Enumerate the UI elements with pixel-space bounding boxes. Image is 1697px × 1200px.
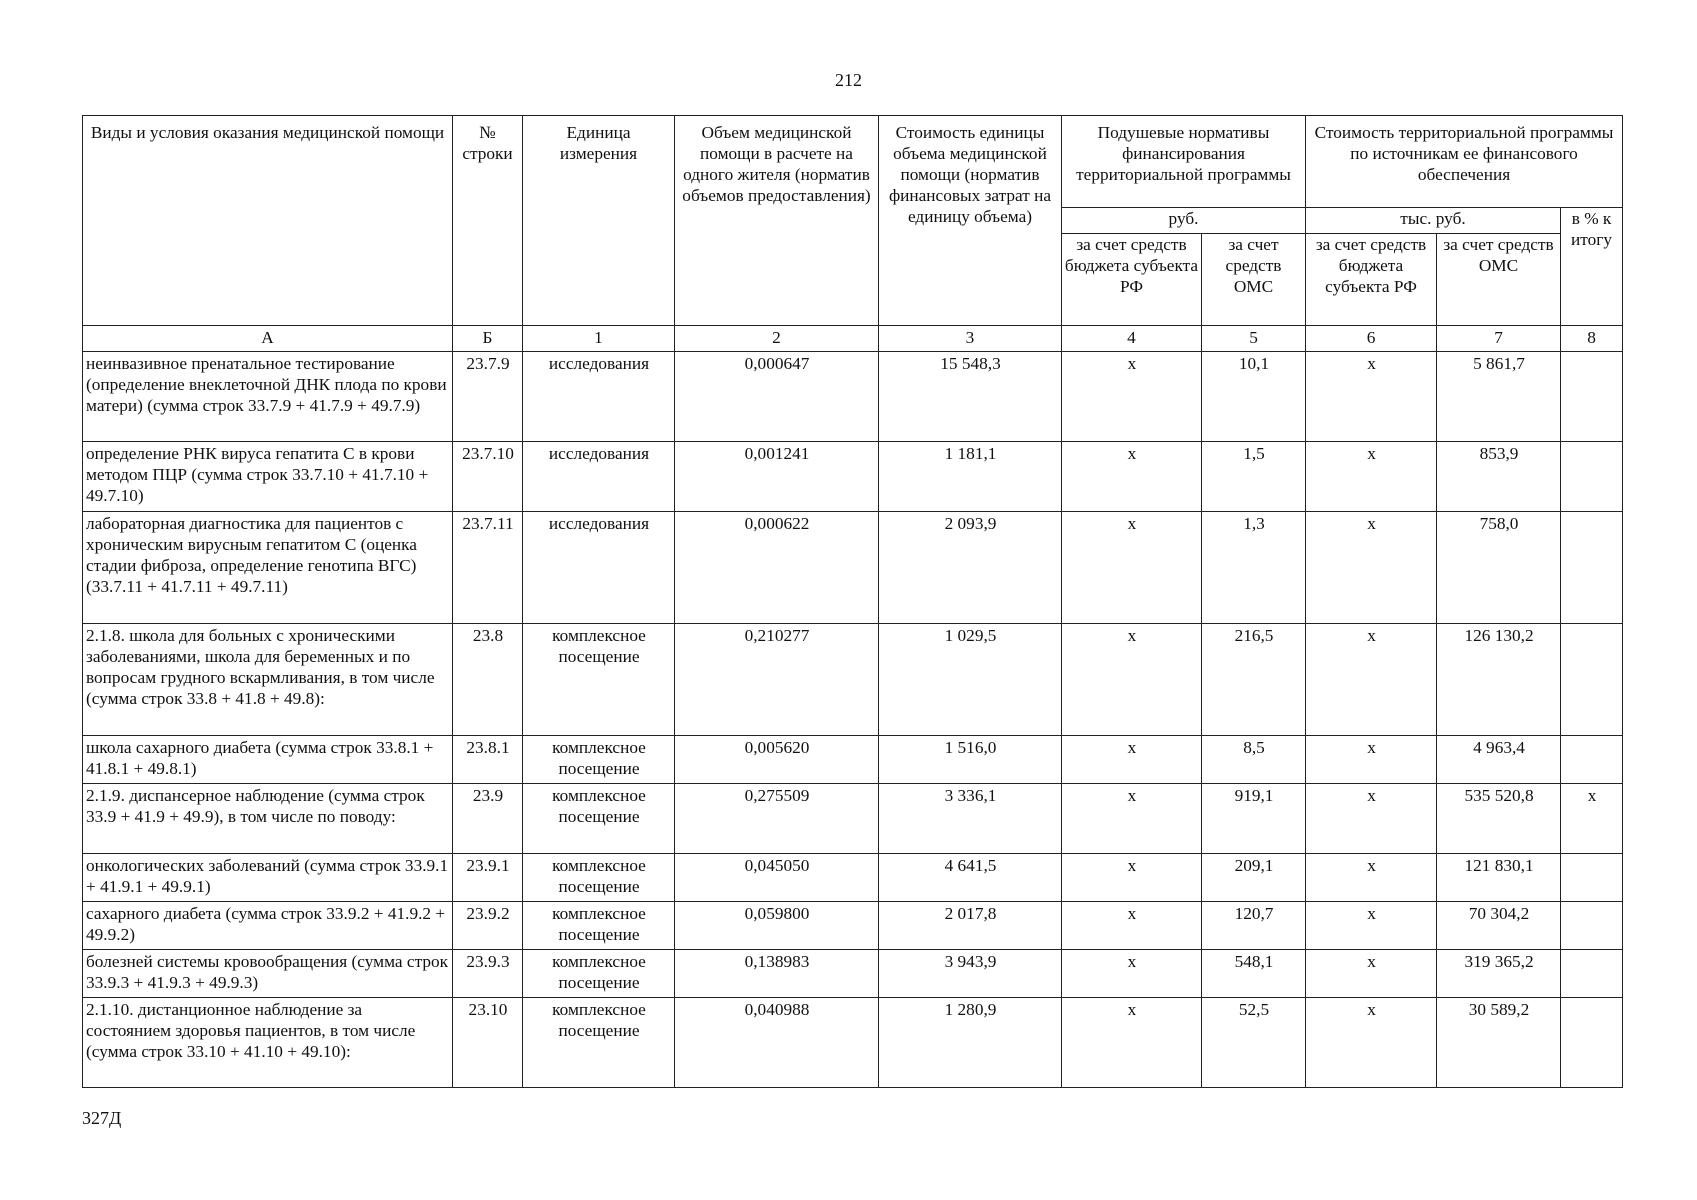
header-program-oms: за счет средств ОМС xyxy=(1437,234,1561,326)
row-percent xyxy=(1561,998,1623,1088)
row-unit: исследования xyxy=(523,442,675,512)
row-per-capita-budget: х xyxy=(1062,998,1202,1088)
row-unit: комплексное посещение xyxy=(523,736,675,784)
row-name: определение РНК вируса гепатита С в крови методом ПЦР (сумма строк 33.7.10 + 41.7.10 + 49.7.10) xyxy=(83,442,453,512)
row-name: сахарного диабета (сумма строк 33.9.2 + 41.9.2 + 49.9.2) xyxy=(83,902,453,950)
row-program-budget: х xyxy=(1306,512,1437,624)
row-program-budget: х xyxy=(1306,784,1437,854)
row-unit-cost: 1 181,1 xyxy=(879,442,1062,512)
row-percent xyxy=(1561,512,1623,624)
row-program-budget: х xyxy=(1306,624,1437,736)
row-unit-cost: 1 029,5 xyxy=(879,624,1062,736)
header-percent: в % к итогу xyxy=(1561,208,1623,326)
header-row-number: № строки xyxy=(453,116,523,326)
column-index-label: 2 xyxy=(675,326,879,352)
row-name: неинвазивное пренатальное тестирование (определение внеклеточной ДНК плода по крови матери) (сумма строк 33.7.9 + 41.7.9 + 49.7.9) xyxy=(83,352,453,442)
row-number: 23.9 xyxy=(453,784,523,854)
row-unit-cost: 2 093,9 xyxy=(879,512,1062,624)
table-row xyxy=(83,512,1623,624)
row-volume: 0,210277 xyxy=(675,624,879,736)
column-index-label: А xyxy=(83,326,453,352)
row-volume: 0,138983 xyxy=(675,950,879,998)
table-row xyxy=(83,902,1623,950)
row-number: 23.7.10 xyxy=(453,442,523,512)
table-row xyxy=(83,736,1623,784)
row-program-oms: 5 861,7 xyxy=(1437,352,1561,442)
row-percent xyxy=(1561,854,1623,902)
row-name: онкологических заболеваний (сумма строк 33.9.1 + 41.9.1 + 49.9.1) xyxy=(83,854,453,902)
row-per-capita-budget: х xyxy=(1062,736,1202,784)
row-number: 23.9.1 xyxy=(453,854,523,902)
header-unit-cost: Стоимость единицы объема медицинской помощи (норматив финансовых затрат на единицу объема) xyxy=(879,116,1062,326)
header-per-capita-group: Подушевые нормативы финансирования территориальной программы xyxy=(1062,116,1306,208)
header-unit-rub: руб. xyxy=(1062,208,1306,234)
row-program-oms: 853,9 xyxy=(1437,442,1561,512)
row-per-capita-oms: 120,7 xyxy=(1202,902,1306,950)
row-per-capita-oms: 1,5 xyxy=(1202,442,1306,512)
row-per-capita-budget: х xyxy=(1062,784,1202,854)
row-unit: исследования xyxy=(523,352,675,442)
row-unit: комплексное посещение xyxy=(523,624,675,736)
row-percent xyxy=(1561,442,1623,512)
header-per-capita-budget: за счет средств бюджета субъекта РФ xyxy=(1062,234,1202,326)
row-unit: комплексное посещение xyxy=(523,902,675,950)
row-name: школа сахарного диабета (сумма строк 33.8.1 + 41.8.1 + 49.8.1) xyxy=(83,736,453,784)
table-row xyxy=(83,950,1623,998)
row-number: 23.7.11 xyxy=(453,512,523,624)
row-program-budget: х xyxy=(1306,442,1437,512)
column-index-label: Б xyxy=(453,326,523,352)
header-name: Виды и условия оказания медицинской помощи xyxy=(83,116,453,326)
row-program-budget: х xyxy=(1306,854,1437,902)
column-index-label: 1 xyxy=(523,326,675,352)
row-per-capita-budget: х xyxy=(1062,512,1202,624)
table-row xyxy=(83,442,1623,512)
row-program-oms: 535 520,8 xyxy=(1437,784,1561,854)
row-volume: 0,040988 xyxy=(675,998,879,1088)
row-unit: комплексное посещение xyxy=(523,998,675,1088)
table-row xyxy=(83,624,1623,736)
row-volume: 0,045050 xyxy=(675,854,879,902)
row-unit: комплексное посещение xyxy=(523,854,675,902)
page-number: 212 xyxy=(835,70,862,90)
row-program-budget: х xyxy=(1306,998,1437,1088)
row-per-capita-oms: 548,1 xyxy=(1202,950,1306,998)
row-volume: 0,059800 xyxy=(675,902,879,950)
table-row xyxy=(83,784,1623,854)
row-per-capita-budget: х xyxy=(1062,352,1202,442)
row-unit-cost: 4 641,5 xyxy=(879,854,1062,902)
row-name: 2.1.9. диспансерное наблюдение (сумма строк 33.9 + 41.9 + 49.9), в том числе по поводу: xyxy=(83,784,453,854)
row-unit-cost: 1 280,9 xyxy=(879,998,1062,1088)
row-per-capita-budget: х xyxy=(1062,902,1202,950)
row-volume: 0,000622 xyxy=(675,512,879,624)
row-per-capita-oms: 8,5 xyxy=(1202,736,1306,784)
table-row xyxy=(83,854,1623,902)
row-unit: комплексное посещение xyxy=(523,950,675,998)
document-code: 327Д xyxy=(82,1108,122,1128)
row-program-budget: х xyxy=(1306,950,1437,998)
row-per-capita-oms: 1,3 xyxy=(1202,512,1306,624)
header-unit: Единица измерения xyxy=(523,116,675,326)
row-unit-cost: 2 017,8 xyxy=(879,902,1062,950)
financing-table xyxy=(82,115,1623,1088)
row-percent xyxy=(1561,352,1623,442)
header-volume: Объем медицинской помощи в расчете на одного жителя (норматив объемов предоставления) xyxy=(675,116,879,326)
row-unit: исследования xyxy=(523,512,675,624)
column-index-label: 4 xyxy=(1062,326,1202,352)
row-percent xyxy=(1561,902,1623,950)
row-per-capita-oms: 209,1 xyxy=(1202,854,1306,902)
row-number: 23.7.9 xyxy=(453,352,523,442)
row-per-capita-oms: 216,5 xyxy=(1202,624,1306,736)
row-volume: 0,001241 xyxy=(675,442,879,512)
row-number: 23.8 xyxy=(453,624,523,736)
row-percent xyxy=(1561,624,1623,736)
header-program-budget: за счет средств бюджета субъекта РФ xyxy=(1306,234,1437,326)
column-index-label: 8 xyxy=(1561,326,1623,352)
header-program-cost-group: Стоимость территориальной программы по источникам ее финансового обеспечения xyxy=(1306,116,1623,208)
row-program-oms: 30 589,2 xyxy=(1437,998,1561,1088)
row-volume: 0,000647 xyxy=(675,352,879,442)
row-name: 2.1.10. дистанционное наблюдение за состоянием здоровья пациентов, в том числе (сумма строк 33.10 + 41.10 + 49.10): xyxy=(83,998,453,1088)
row-volume: 0,275509 xyxy=(675,784,879,854)
row-per-capita-budget: х xyxy=(1062,950,1202,998)
row-volume: 0,005620 xyxy=(675,736,879,784)
row-percent xyxy=(1561,950,1623,998)
row-name: болезней системы кровообращения (сумма строк 33.9.3 + 41.9.3 + 49.9.3) xyxy=(83,950,453,998)
column-index-label: 6 xyxy=(1306,326,1437,352)
row-unit-cost: 3 336,1 xyxy=(879,784,1062,854)
table-row xyxy=(83,998,1623,1088)
row-percent xyxy=(1561,736,1623,784)
row-number: 23.9.2 xyxy=(453,902,523,950)
row-per-capita-budget: х xyxy=(1062,624,1202,736)
column-index-label: 7 xyxy=(1437,326,1561,352)
row-name: 2.1.8. школа для больных с хроническими заболеваниями, школа для беременных и по вопросам грудного вскармливания, в том числе (сумма строк 33.8 + 41.8 + 49.8): xyxy=(83,624,453,736)
header-per-capita-oms: за счет средств ОМС xyxy=(1202,234,1306,326)
column-index-label: 3 xyxy=(879,326,1062,352)
table-row xyxy=(83,352,1623,442)
row-program-oms: 319 365,2 xyxy=(1437,950,1561,998)
row-program-budget: х xyxy=(1306,352,1437,442)
row-name: лабораторная диагностика для пациентов с хроническим вирусным гепатитом С (оценка стадии фиброза, определение генотипа ВГС) (33.7.11 + 41.7.11 + 49.7.11) xyxy=(83,512,453,624)
row-number: 23.9.3 xyxy=(453,950,523,998)
row-program-oms: 758,0 xyxy=(1437,512,1561,624)
row-per-capita-oms: 919,1 xyxy=(1202,784,1306,854)
row-number: 23.10 xyxy=(453,998,523,1088)
row-per-capita-oms: 52,5 xyxy=(1202,998,1306,1088)
column-index-label: 5 xyxy=(1202,326,1306,352)
row-percent: х xyxy=(1561,784,1623,854)
row-unit-cost: 15 548,3 xyxy=(879,352,1062,442)
row-per-capita-oms: 10,1 xyxy=(1202,352,1306,442)
row-program-budget: х xyxy=(1306,902,1437,950)
row-program-oms: 126 130,2 xyxy=(1437,624,1561,736)
row-program-oms: 121 830,1 xyxy=(1437,854,1561,902)
row-unit-cost: 3 943,9 xyxy=(879,950,1062,998)
row-program-budget: х xyxy=(1306,736,1437,784)
row-number: 23.8.1 xyxy=(453,736,523,784)
row-program-oms: 70 304,2 xyxy=(1437,902,1561,950)
row-program-oms: 4 963,4 xyxy=(1437,736,1561,784)
row-per-capita-budget: х xyxy=(1062,442,1202,512)
row-per-capita-budget: х xyxy=(1062,854,1202,902)
row-unit: комплексное посещение xyxy=(523,784,675,854)
row-unit-cost: 1 516,0 xyxy=(879,736,1062,784)
header-unit-thousand-rub: тыс. руб. xyxy=(1306,208,1561,234)
